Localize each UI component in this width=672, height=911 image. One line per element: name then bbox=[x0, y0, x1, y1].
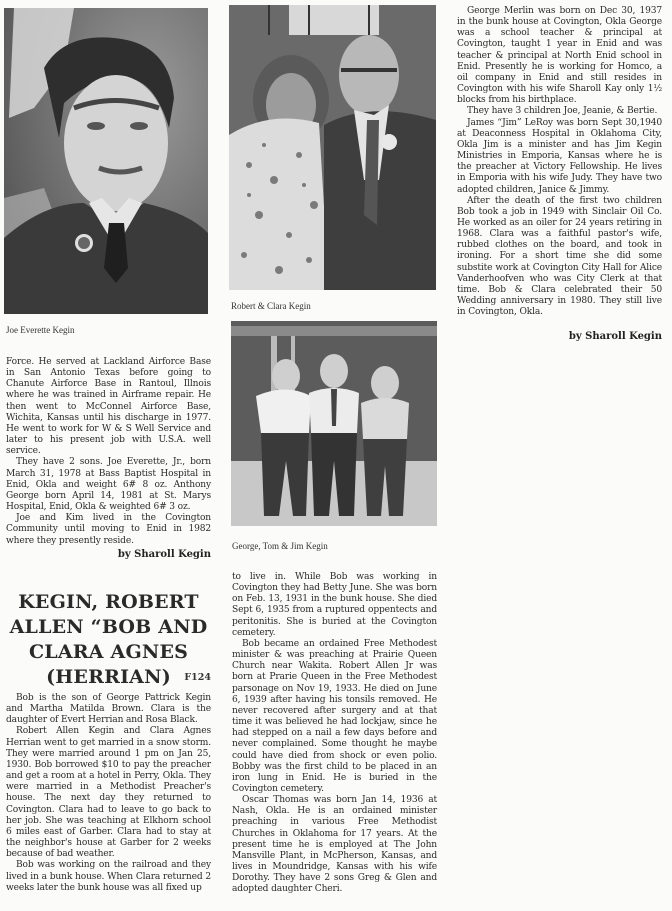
article-paragraph: Joe and Kim lived in the Covington Community until moving to Enid in 1982 where they presently reside. bbox=[6, 513, 211, 546]
robert-article-column-1 bbox=[6, 693, 211, 894]
article-code: F124 bbox=[184, 672, 211, 683]
article-paragraph: James “Jim” LeRoy was born Sept 30,1940 at Deaconness Hospital in Oklahoma City, Okla Jim is a minister and has Jim Kegin Ministries in Emporia, Kansas where he is the preacher at Victory Fellowship. He lives in Emporia with his wife Judy. They have two adopted children, Janice & Jimmy. bbox=[457, 117, 662, 195]
headline-line: CLARA AGNES bbox=[28, 641, 189, 663]
headline-line: KEGIN, ROBERT bbox=[18, 591, 199, 613]
portrait-man-uniform-image bbox=[4, 8, 208, 314]
article-paragraph: Oscar Thomas was born Jan 14, 1936 at Nash, Okla. He is an ordained minister preaching in various Free Methodist Churches in Oklahoma for 17 years. At the present time he is employed at The John Mansville Plant, in McPherson, Kansas, and lives in Moundridge, Kansas with his wife Dorothy. They have 2 sons Greg & Glen and adopted daughter Cheri. bbox=[232, 795, 437, 895]
headline-line: (HERRIAN) bbox=[46, 666, 171, 688]
portrait-couple-image bbox=[229, 5, 436, 290]
article-paragraph: George Merlin was born on Dec 30, 1937 in the bunk house at Covington, Okla George was a school teacher & principal at Covington, taught 1 year in Enid and was teacher & principal at North Enid school in Enid. Presently he is working for Homco, a oil company in Enid and still resides in Covington with his wife Sharoll Kay only 1½ blocks from his birthplace. bbox=[457, 6, 662, 106]
article-paragraph: After the death of the first two children Bob took a job in 1949 with Sinclair Oil Co. He worked as an oiler for 24 years retiring in 1968. Clara was a faithful pastor's wife, rubbed clothes on the board, and took in ironing. For a short time she did some substite work at Covington City Hall for Alice Vanderhoofven who was City Clerk at that time. Bob & Clara celebrated their 50 Wedding anniversary in 1980. They still live in Covington, Okla. bbox=[457, 195, 662, 318]
byline: by Sharoll Kegin bbox=[117, 549, 211, 560]
article-paragraph: Robert Allen Kegin and Clara Agnes Herrian went to get married in a snow storm. They were married around 1 pm on Jan 25, 1930. Bob borrowed $10 to pay the preacher and get a room at a hotel in Perry, Okla. They were married in a Methodist Preacher's house. The next day they returned to Covington. Clara had to leave to go back to her job. She was teaching at Elkhorn school 6 miles east of Garber. Clara had to stay at the neighbor's house at Garber for 2 weeks because of bad weather. bbox=[6, 726, 211, 860]
photo-caption: Joe Everette Kegin bbox=[6, 325, 75, 335]
group-photo-three-men-image bbox=[231, 321, 437, 526]
article-paragraph: Force. He served at Lackland Airforce Base in San Antonio Texas before going to Chanute Airforce Base in Rantoul, Illnois where he was trained in Airframe repair. He then went to McConnel Airforce Base, Wichita, Kansas until his discharge in 1977. He went to work for W & S Well Service and later to his present job with U.S.A. well service. bbox=[6, 357, 211, 457]
photo-caption: Robert & Clara Kegin bbox=[231, 301, 311, 311]
photo-caption: George, Tom & Jim Kegin bbox=[232, 541, 328, 551]
byline: by Sharoll Kegin bbox=[568, 331, 662, 342]
article-paragraph: to live in. While Bob was working in Covington they had Betty June. She was born on Feb. 13, 1931 in the bunk house. She died Sept 6, 1935 from a ruptured oppentects and peritonitis. She is buried at the Covington cemetery. bbox=[232, 572, 437, 638]
article-paragraph: Bob became an ordained Free Methodest minister & was preaching at Prairie Queen Church near Wakita. Robert Allen Jr was born at Prarie Queen in the Free Methodest parsonage on Nov 19, 1933. He died on June 6, 1939 after having his tonsils removed. He never recovered after surgery and at that time it was believed he had lockjaw, since he had stepped on a nail a few days before and never complained. Some thought he maybe could have died from shock or even polio. Bobby was the first child to be placed in an iron lung in Enid. He is buried in the Covington cemetery. bbox=[232, 638, 437, 794]
article-paragraph: They have 3 children Joe, Jeanie, & Bertie. bbox=[467, 106, 658, 117]
article-paragraph: Bob was working on the railroad and they lived in a bunk house. When Clara returned 2 weeks later the bunk house was all fixed up bbox=[6, 860, 211, 893]
article-paragraph: They have 2 sons. Joe Everette, Jr., born March 31, 1978 at Bass Baptist Hospital in Enid, Okla and weight 6# 8 oz. Anthony George born April 14, 1981 at St. Marys Hospital, Enid, Okla & weighted 6# 3 oz. bbox=[6, 457, 211, 513]
robert-article-column-2 bbox=[232, 572, 437, 896]
joe-article-body bbox=[6, 357, 211, 547]
headline-line: ALLEN “BOB AND bbox=[9, 616, 208, 638]
photo-george-tom-jim-kegin bbox=[231, 321, 437, 526]
robert-article-column-3 bbox=[457, 6, 662, 318]
photo-robert-clara-kegin bbox=[229, 5, 436, 290]
article-paragraph: Bob is the son of George Pattrick Kegin and Martha Matilda Brown. Clara is the daughter of Evert Herrian and Rosa Black. bbox=[6, 693, 211, 726]
photo-joe-everette-kegin bbox=[4, 8, 208, 314]
